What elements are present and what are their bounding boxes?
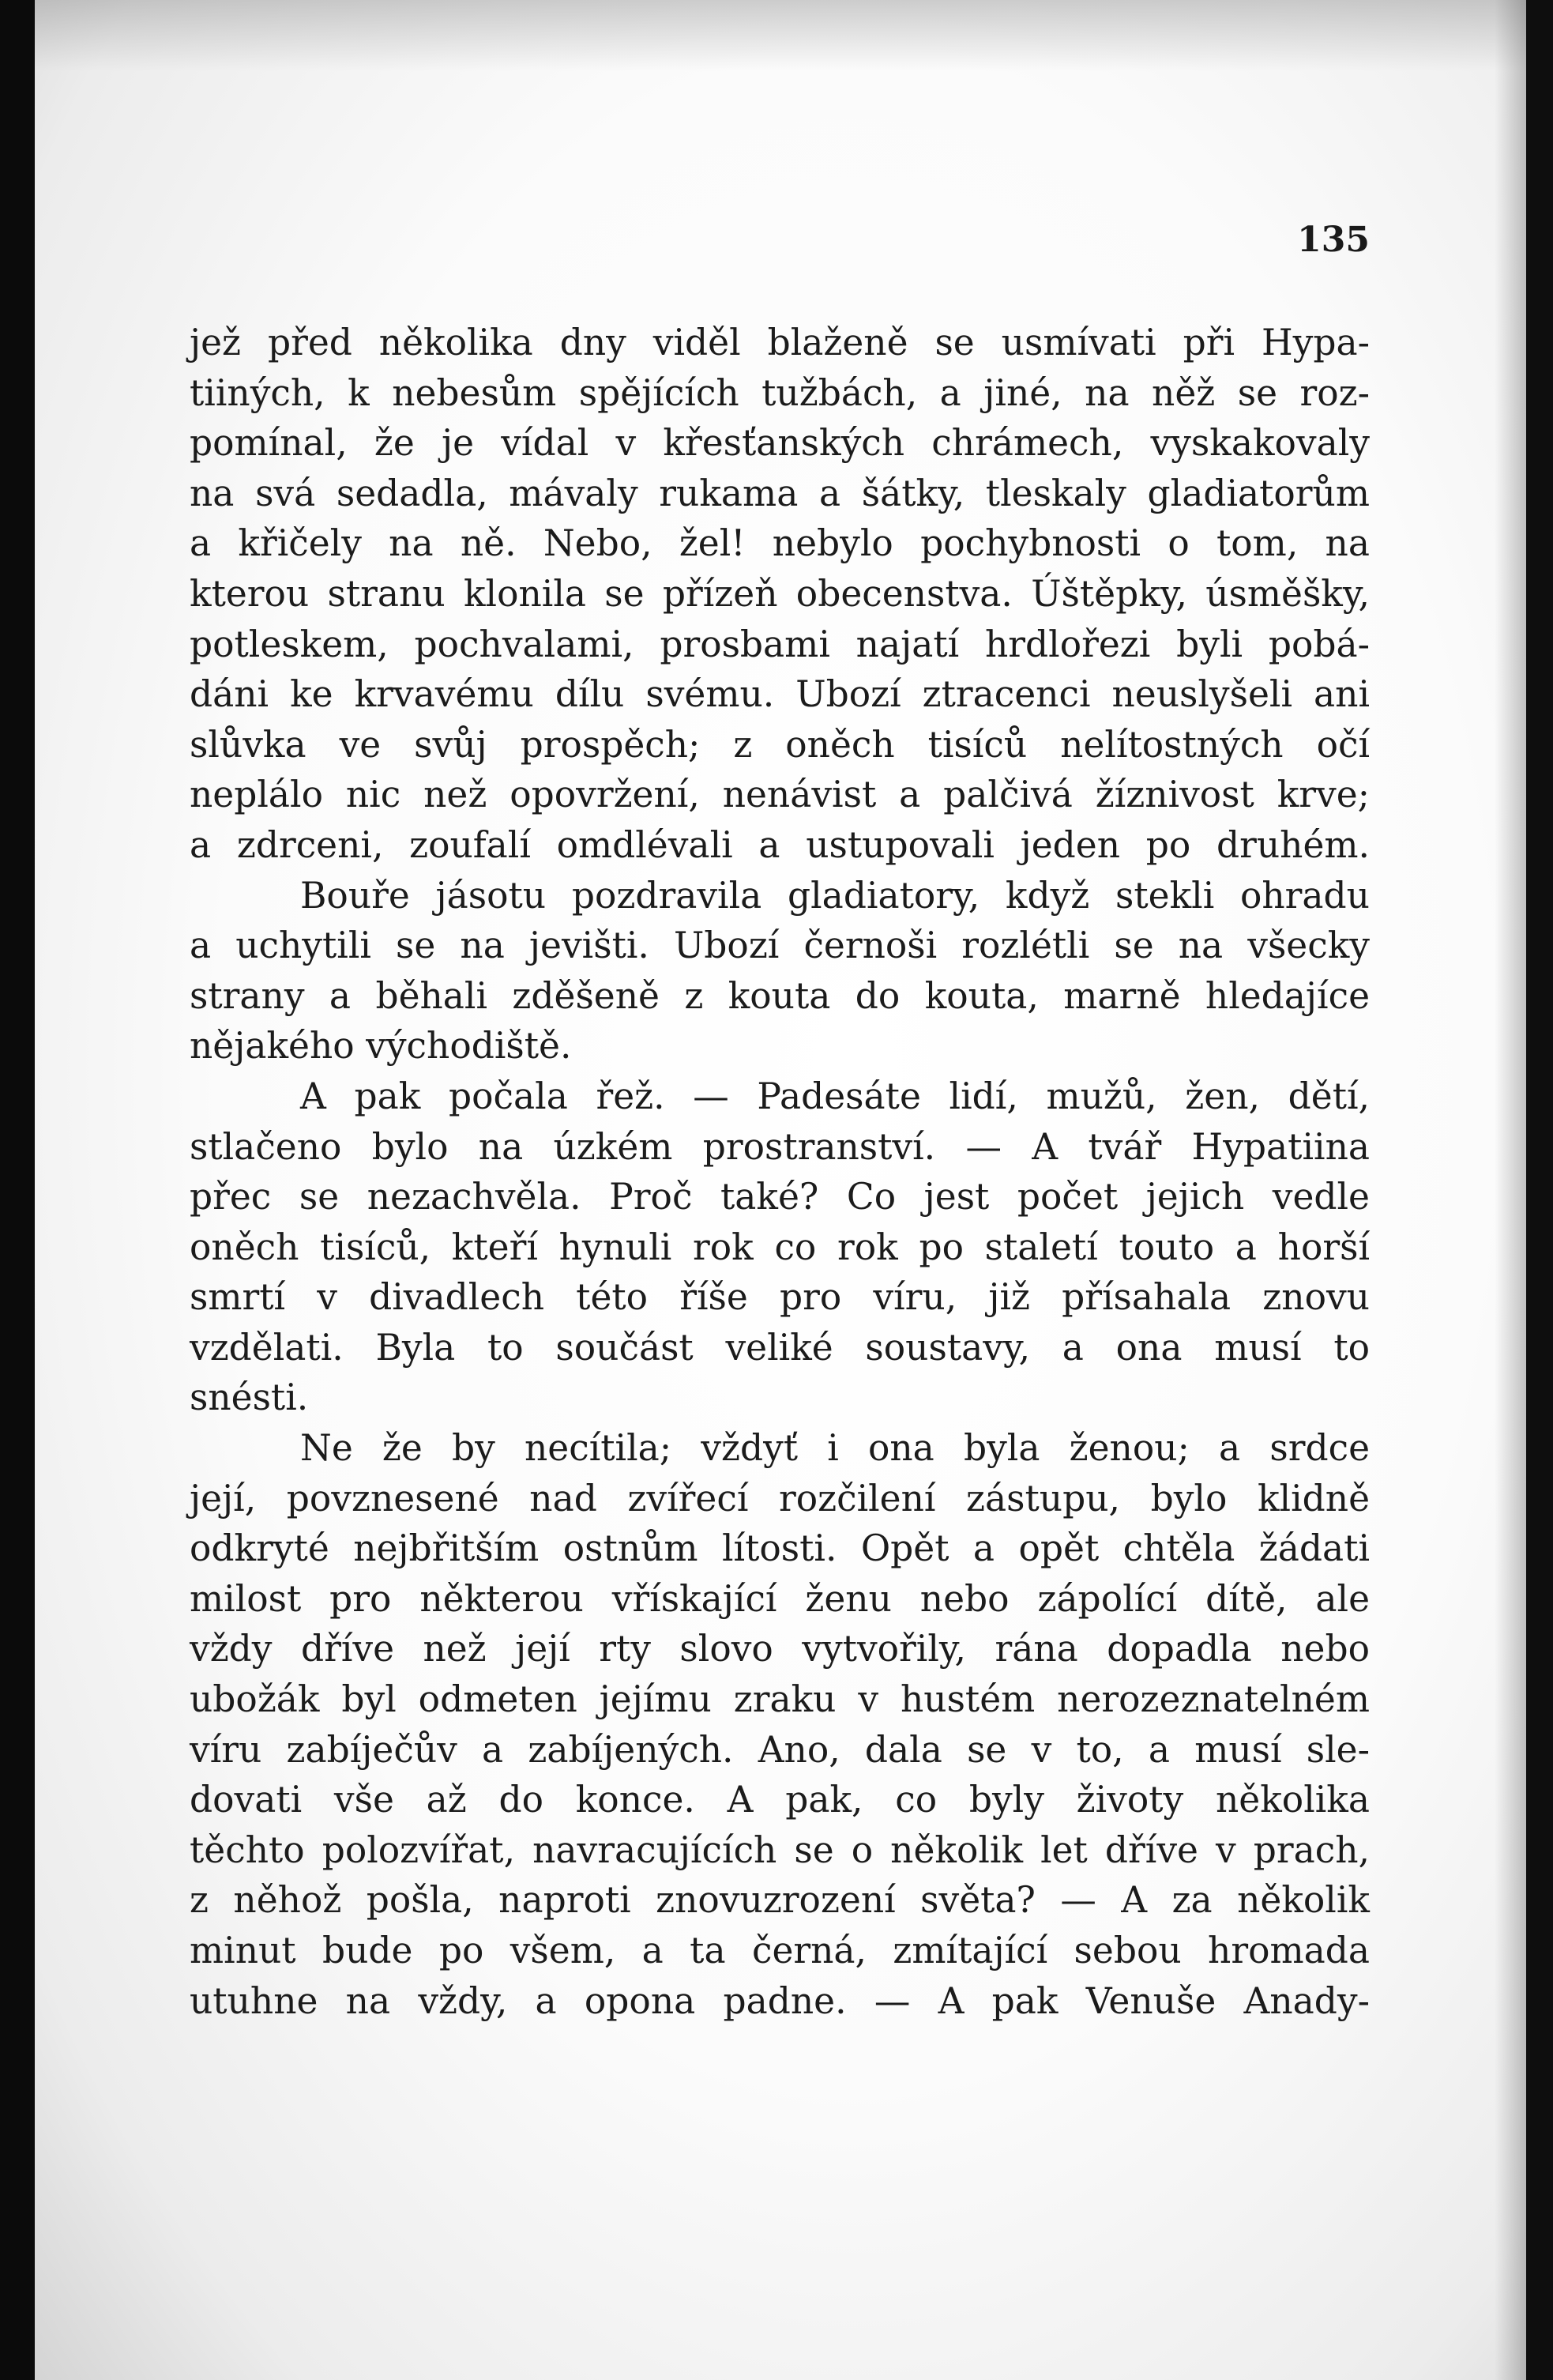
text-line: a křičely na ně. Nebo, žel! nebylo pochybnosti o tom, na xyxy=(190,522,1370,565)
text-line: utuhne na vždy, a opona padne. — A pak Venuše Anady- xyxy=(190,1979,1370,2022)
text-line: smrtí v divadlech této říše pro víru, již přísahala znovu xyxy=(190,1276,1370,1319)
text-line: odkryté nejbřitším ostnům lítosti. Opět a opět chtěla žádati xyxy=(190,1527,1370,1570)
scan-border-left xyxy=(0,0,35,2380)
text-line: milost pro některou vřískající ženu nebo zápolící dítě, ale xyxy=(190,1577,1370,1620)
text-line: strany a běhali zděšeně z kouta do kouta, marně hledajíce xyxy=(190,974,1370,1017)
text-line: vždy dříve než její rty slovo vytvořily, rána dopadla nebo xyxy=(190,1628,1370,1670)
text-line: kterou stranu klonila se přízeň obecenstva. Úštěpky, úsměšky, xyxy=(190,572,1370,615)
scan-border-right xyxy=(1526,0,1553,2380)
text-line: vzdělati. Byla to součást veliké soustavy, a ona musí to xyxy=(190,1326,1370,1369)
text-line: potleskem, pochvalami, prosbami najatí hrdlořezi byli pobá- xyxy=(190,623,1370,665)
text-line: její, povznesené nad zvířecí rozčilení zástupu, bylo klidně xyxy=(190,1477,1370,1520)
text-line: těchto polozvířat, navracujících se o několik let dříve v prach, xyxy=(190,1828,1370,1871)
text-line: přec se nezachvěla. Proč také? Co jest počet jejich vedle xyxy=(190,1176,1370,1218)
page-shadow-top xyxy=(35,0,1526,71)
text-line: víru zabíječův a zabíjených. Ano, dala se v to, a musí sle- xyxy=(190,1728,1370,1771)
text-line-paragraph-start: A pak počala řež. — Padesáte lidí, mužů, žen, dětí, xyxy=(300,1075,1370,1117)
text-line: ubožák byl odmeten jejímu zraku v hustém nerozeznatelném xyxy=(190,1678,1370,1721)
book-page xyxy=(35,0,1526,2380)
text-line: z něhož pošla, naproti znovuzrození světa? — A za několik xyxy=(190,1879,1370,1922)
text-line: slůvka ve svůj prospěch; z oněch tisíců nelítostných očí xyxy=(190,723,1370,766)
text-line: a uchytili se na jevišti. Ubozí černoši rozlétli se na všecky xyxy=(190,925,1370,967)
text-line-paragraph-start: Ne že by necítila; vždyť i ona byla ženou; a srdce xyxy=(300,1427,1370,1470)
text-line: jež před několika dny viděl blaženě se usmívati při Hypa- xyxy=(190,322,1370,363)
text-line: neplálo nic než opovržení, nenávist a palčivá žíznivost krve; xyxy=(190,774,1370,816)
page-number: 135 xyxy=(1297,220,1370,260)
body-text xyxy=(190,318,1370,2026)
text-line: dáni ke krvavému dílu svému. Ubozí ztracenci neuslyšeli ani xyxy=(190,673,1370,716)
text-line: na svá sedadla, mávaly rukama a šátky, tleskaly gladiatorům xyxy=(190,472,1370,514)
text-line-paragraph-end: snésti. xyxy=(190,1376,309,1419)
text-line-paragraph-start: Bouře jásotu pozdravila gladiatory, když stekli ohradu xyxy=(300,874,1370,917)
page-shadow-right xyxy=(1495,0,1526,2380)
text-line: a zdrceni, zoufalí omdlévali a ustupovali jeden po druhém. xyxy=(190,823,1370,866)
text-line: tiiných, k nebesům spějících tužbách, a jiné, na něž se roz- xyxy=(190,371,1370,414)
text-line: pomínal, že je vídal v křesťanských chrámech, vyskakovaly xyxy=(190,422,1370,465)
text-line: oněch tisíců, kteří hynuli rok co rok po staletí touto a horší xyxy=(190,1226,1370,1268)
text-line: dovati vše až do konce. A pak, co byly životy několika xyxy=(190,1779,1370,1821)
text-line: stlačeno bylo na úzkém prostranství. — A tvář Hypatiina xyxy=(190,1125,1370,1168)
text-line-paragraph-end: nějakého východiště. xyxy=(190,1025,572,1068)
text-line: minut bude po všem, a ta černá, zmítající sebou hromada xyxy=(190,1930,1370,1971)
